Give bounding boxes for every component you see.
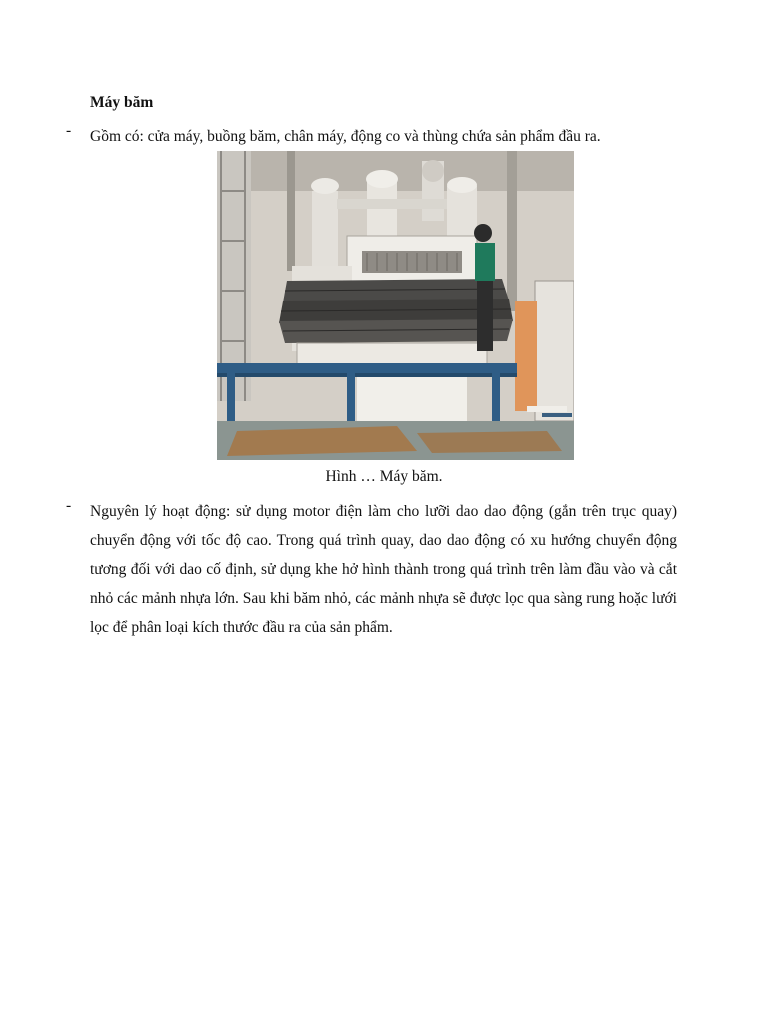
bullet-operating-principle: Nguyên lý hoạt động: sử dụng motor điện làm cho lưỡi dao dao động (gắn trên trục quay) chuyển động với tốc độ cao. Trong quá trình quay, dao dao động có xu hướng chuyển động tương đối với dao cố định, sử dụng khe hở hình thành trong quá trình trên làm đầu vào và cắt nhỏ các mảnh nhựa lớn. Sau khi băm nhỏ, các mảnh nhựa sẽ được lọc qua sàng rung hoặc lưới lọc để phân loại kích thước đầu ra của sản phẩm. bbox=[90, 503, 677, 636]
bullet-marker: - bbox=[66, 122, 72, 139]
section-heading: Máy băm bbox=[90, 94, 154, 111]
bullet-components: Gồm có: cửa máy, buồng băm, chân máy, động co và thùng chứa sản phẩm đầu ra. bbox=[90, 128, 601, 145]
bullet-marker: - bbox=[66, 497, 72, 514]
shredder-machine-photo bbox=[217, 151, 574, 460]
figure-caption: Hình … Máy băm. bbox=[325, 468, 443, 485]
